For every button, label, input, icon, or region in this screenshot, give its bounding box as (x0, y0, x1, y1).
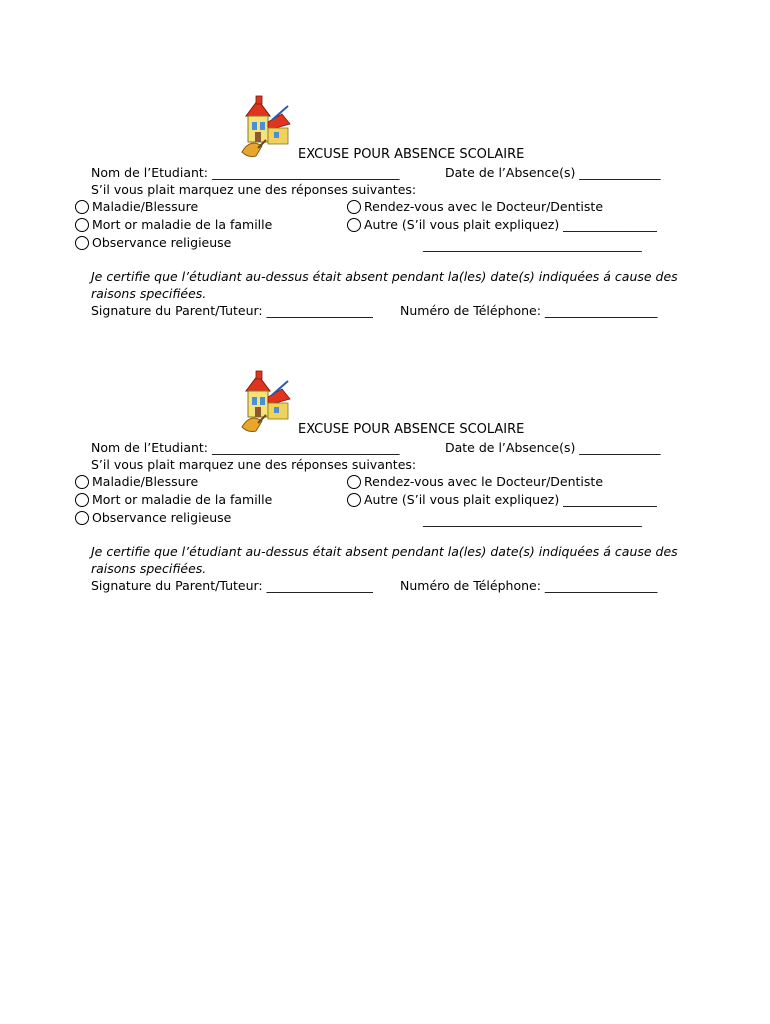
radio-button[interactable] (347, 200, 361, 214)
radio-button[interactable] (347, 475, 361, 489)
instruction-text: S’il vous plait marquez une des réponses suivantes: (91, 457, 417, 472)
parent-signature-field[interactable]: Signature du Parent/Tuteur: _________________ (91, 303, 373, 318)
option-religious-observance[interactable] (75, 235, 231, 251)
absence-excuse-form-2 (0, 369, 770, 629)
student-name-field[interactable]: Nom de l’Etudiant: ______________________________ (91, 165, 400, 180)
option-illness-injury[interactable] (75, 199, 198, 215)
option-label: Maladie/Blessure (92, 474, 199, 489)
option-other[interactable] (347, 217, 657, 233)
absence-excuse-form-1 (0, 94, 770, 354)
explain-field[interactable]: ___________________________________ (423, 512, 642, 527)
instruction-text: S’il vous plait marquez une des réponses suivantes: (91, 182, 417, 197)
absence-date-field[interactable]: Date de l’Absence(s) _____________ (445, 440, 661, 455)
option-label: Mort or maladie de la famille (92, 492, 273, 507)
phone-number-field[interactable]: Numéro de Téléphone: __________________ (400, 578, 658, 593)
student-name-field[interactable]: Nom de l’Etudiant: ______________________________ (91, 440, 400, 455)
radio-button[interactable] (75, 493, 89, 507)
schoolhouse-bell-icon (238, 369, 298, 439)
phone-number-field[interactable]: Numéro de Téléphone: __________________ (400, 303, 658, 318)
explain-field[interactable]: ___________________________________ (423, 237, 642, 252)
form-title: EXCUSE POUR ABSENCE SCOLAIRE (298, 147, 525, 162)
option-label: Autre (S’il vous plait expliquez) _______________ (364, 217, 657, 232)
option-doctor-appointment[interactable] (347, 199, 603, 215)
certification-statement: Je certifie que l’étudiant au-dessus était absent pendant la(les) date(s) indiquées á cause des raisons specifiées. (91, 544, 678, 576)
radio-button[interactable] (347, 493, 361, 507)
parent-signature-field[interactable]: Signature du Parent/Tuteur: _________________ (91, 578, 373, 593)
option-label: Rendez-vous avec le Docteur/Dentiste (364, 474, 604, 489)
option-label: Observance religieuse (92, 510, 232, 525)
option-label: Autre (S’il vous plait expliquez) _______________ (364, 492, 657, 507)
option-label: Maladie/Blessure (92, 199, 199, 214)
option-illness-injury[interactable] (75, 474, 198, 490)
option-doctor-appointment[interactable] (347, 474, 603, 490)
radio-button[interactable] (75, 475, 89, 489)
certification-statement: Je certifie que l’étudiant au-dessus était absent pendant la(les) date(s) indiquées á cause des raisons specifiées. (91, 269, 678, 301)
option-family-death-illness[interactable] (75, 492, 272, 508)
radio-button[interactable] (75, 511, 89, 525)
schoolhouse-bell-icon (238, 94, 298, 164)
option-label: Rendez-vous avec le Docteur/Dentiste (364, 199, 604, 214)
absence-date-field[interactable]: Date de l’Absence(s) _____________ (445, 165, 661, 180)
form-title: EXCUSE POUR ABSENCE SCOLAIRE (298, 422, 525, 437)
option-label: Mort or maladie de la famille (92, 217, 273, 232)
option-religious-observance[interactable] (75, 510, 231, 526)
option-family-death-illness[interactable] (75, 217, 272, 233)
option-label: Observance religieuse (92, 235, 232, 250)
radio-button[interactable] (347, 218, 361, 232)
option-other[interactable] (347, 492, 657, 508)
radio-button[interactable] (75, 200, 89, 214)
radio-button[interactable] (75, 218, 89, 232)
radio-button[interactable] (75, 236, 89, 250)
